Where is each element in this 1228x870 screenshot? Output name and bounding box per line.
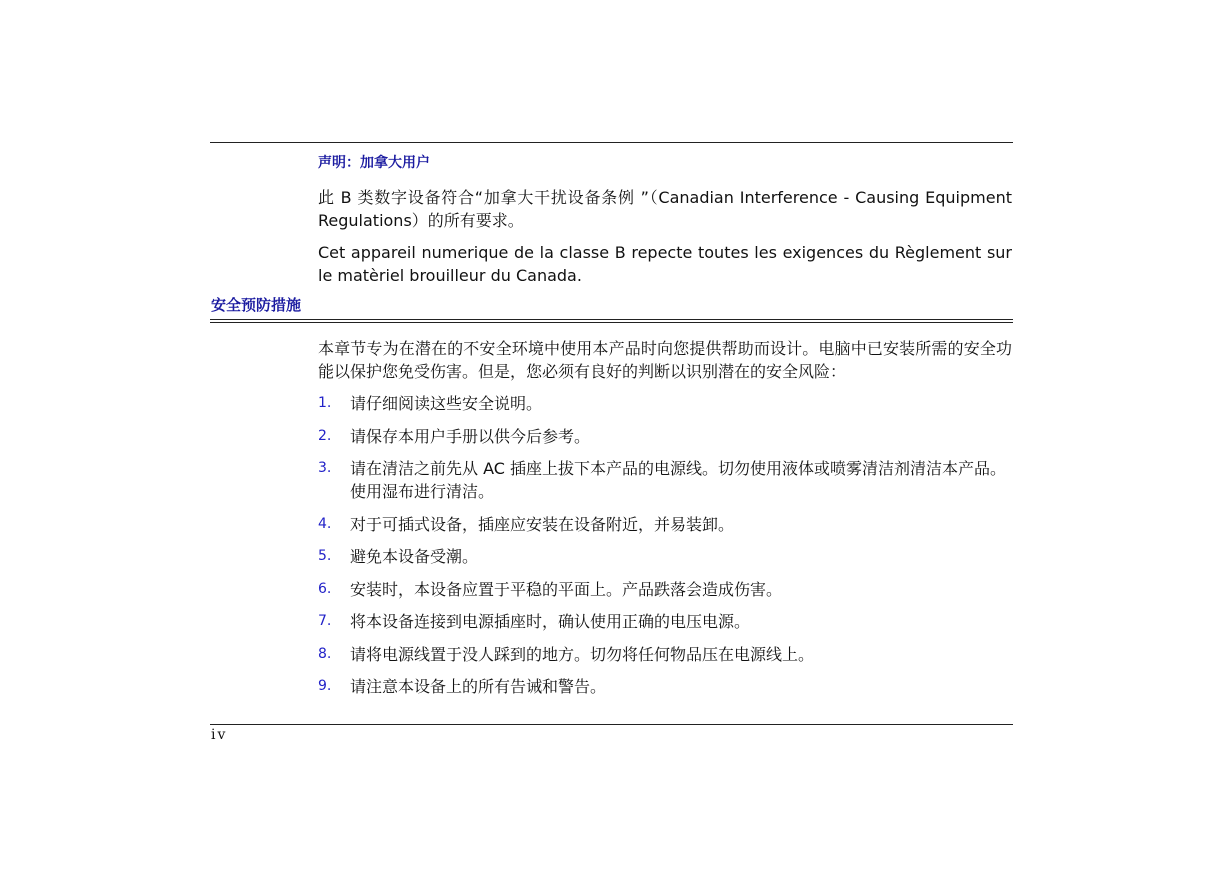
- canada-notice-french-text: Cet appareil numerique de la classe B repecte toutes les exigences du Règlement sur le matèriel brouilleur du Canada.: [318, 243, 1012, 285]
- list-item: [318, 513, 1012, 536]
- list-item-number: 8.: [318, 645, 332, 662]
- list-item-text: 请在清洁之前先从 AC 插座上拔下本产品的电源线。切勿使用液体或喷雾清洁剂清洁本产品。使用湿布进行清洁。: [350, 459, 1007, 501]
- list-item-text: 安装时，本设备应置于平稳的平面上。产品跌落会造成伤害。: [350, 579, 783, 599]
- list-item-text: 对于可插式设备，插座应安装在设备附近，并易装卸。: [350, 514, 735, 534]
- list-item-text: 请仔细阅读这些安全说明。: [350, 394, 543, 413]
- list-item-text: 将本设备连接到电源插座时，确认使用正确的电压电源。: [350, 612, 751, 631]
- safety-intro-text: 本章节专为在潜在的不安全环境中使用本产品时向您提供帮助而设计。电脑中已安装所需的安全功能以保护您免受伤害。但是，您必须有良好的判断以识别潜在的安全风险：: [318, 339, 1012, 381]
- list-item-text: 请注意本设备上的所有告诫和警告。: [350, 677, 607, 696]
- list-item-text: 请保存本用户手册以供今后参考。: [350, 426, 591, 446]
- canada-notice-title: 声明：加拿大用户: [318, 155, 430, 171]
- footer-divider: [210, 724, 1013, 725]
- list-item-text: 请将电源线置于没人踩到的地方。切勿将任何物品压在电源线上。: [350, 644, 815, 664]
- top-divider: [210, 142, 1013, 143]
- list-item: [318, 457, 1012, 503]
- list-item: [318, 578, 1012, 601]
- safety-instructions-list: [318, 392, 1012, 708]
- canada-notice-chinese-text: 此 B 类数字设备符合“加拿大干扰设备条例 ”（Canadian Interference - Causing Equipment Regulations）的所有要求。: [318, 188, 1012, 230]
- list-item-text: 避免本设备受潮。: [350, 547, 479, 566]
- list-item-number: 7.: [318, 613, 332, 629]
- section-divider-upper: [210, 319, 1013, 320]
- list-item-number: 1.: [318, 395, 332, 411]
- list-item: [318, 675, 1012, 698]
- section-divider-lower: [210, 322, 1013, 323]
- list-item-number: 6.: [318, 580, 332, 597]
- list-item: [318, 545, 1012, 568]
- list-item-number: 3.: [318, 460, 332, 476]
- list-item-number: 2.: [318, 427, 332, 444]
- page-number: iv: [211, 727, 228, 743]
- list-item-number: 5.: [318, 548, 332, 564]
- safety-section-title: 安全预防措施: [211, 296, 302, 314]
- list-item: [318, 425, 1012, 448]
- list-item-number: 9.: [318, 678, 332, 694]
- list-item: [318, 643, 1012, 666]
- list-item: [318, 392, 1012, 415]
- list-item: [318, 610, 1012, 633]
- list-item-number: 4.: [318, 515, 332, 532]
